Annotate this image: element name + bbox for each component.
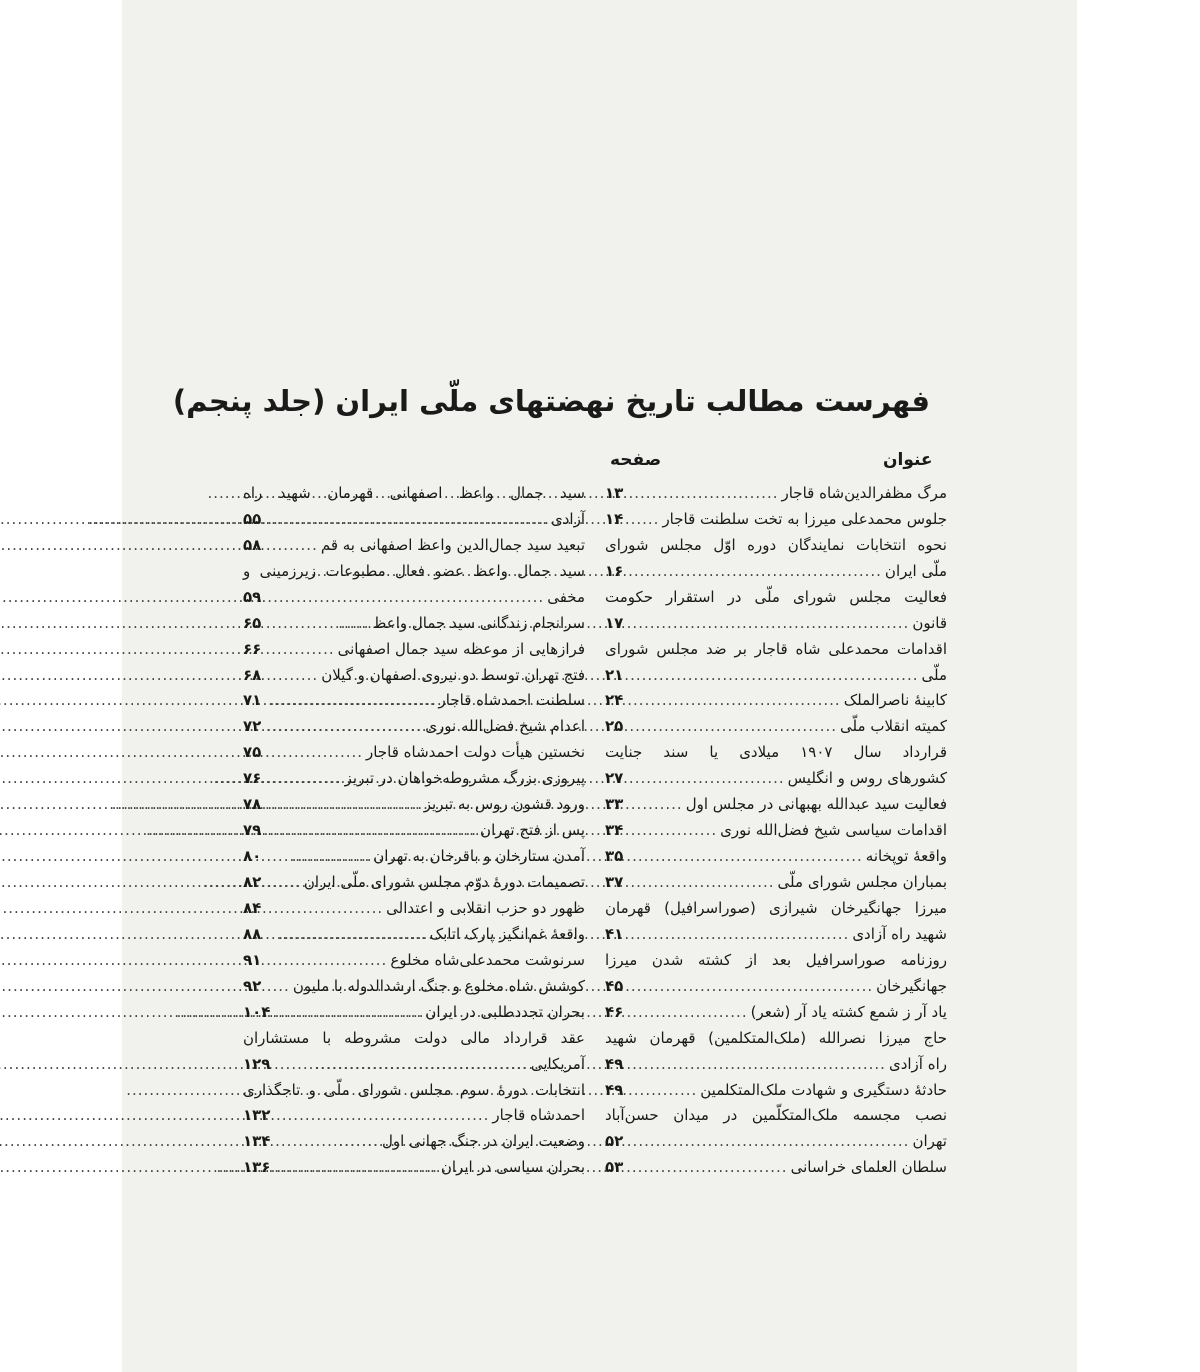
toc-entry [243, 1025, 585, 1051]
toc-entry-title: سلطنت احمدشاه قاجار [438, 691, 585, 710]
dot-leader [631, 1003, 751, 1021]
toc-entry [243, 532, 585, 558]
toc-entry-title: نصب مجسمه ملک‌المتکلّمین در میدان حسن‌آباد [605, 1106, 947, 1125]
toc-entry [605, 765, 947, 791]
toc-entry [605, 895, 947, 921]
toc-entry-title: ملّی ایران [884, 561, 947, 580]
toc-entry-page: ۳۳ [605, 795, 624, 814]
toc-entry [243, 1077, 585, 1103]
dot-leader [270, 1158, 440, 1176]
toc-entry-page: ۷۱ [243, 691, 262, 710]
dot-leader [270, 1003, 425, 1021]
toc-entry-title: ورود قشون روس به تبریز [423, 795, 585, 814]
dot-leader [269, 691, 439, 709]
toc-entry [605, 713, 947, 739]
toc-entry [605, 584, 947, 610]
toc-entry-title: انتخابات دورهٔ سوم مجلس شورای ملّی و تاجگذاری [243, 1080, 585, 1099]
toc-entry-title: آمریکایی [530, 1054, 585, 1073]
toc-entry [243, 1154, 585, 1180]
dot-leader [269, 588, 547, 606]
toc-entry [243, 895, 585, 921]
toc-entry-title: حاج میرزا نصرالله (ملک‌المتکلمین) قهرمان شهید [605, 1028, 947, 1047]
toc-entry-page: ۴۶ [605, 1002, 624, 1021]
dot-leader [631, 717, 840, 735]
dot-leader [269, 795, 424, 813]
dot-leader [631, 821, 720, 839]
toc-entry [243, 506, 585, 532]
toc-entry [243, 558, 585, 584]
dot-leader [631, 510, 662, 528]
toc-entry [605, 662, 947, 688]
toc-entry-page: ۷۶ [243, 769, 262, 788]
toc-entry-title: فعالیت سید عبدالله بهبهانی در مجلس اول [685, 795, 947, 814]
toc-entry-title: ظهور دو حزب انقلابی و اعتدالی [386, 898, 585, 917]
toc-entry [605, 558, 947, 584]
page-title: فهرست مطالب تاریخ نهضتهای ملّی ایران (جلد پنجم) [172, 384, 930, 418]
dot-leader [631, 847, 866, 865]
toc-entry [243, 1103, 585, 1129]
toc-entry-title: یاد آر ز شمع کشته یاد آر (شعر) [750, 1002, 947, 1021]
toc-entry-page: ۲۱ [605, 665, 624, 684]
toc-entry-title: حادثهٔ دستگیری و شهادت ملک‌المتکلمین [700, 1080, 947, 1099]
dot-leader [631, 1158, 791, 1176]
toc-entry-page: ۷۸ [243, 795, 262, 814]
toc-entry-title: کشورهای روس و انگلیس [787, 769, 947, 788]
toc-entry [605, 869, 947, 895]
toc-entry-page: ۱۳ [605, 483, 624, 502]
dot-leader [631, 666, 921, 684]
toc-entry-title: فتح تهران توسط دو نیروی اصفهان و گیلان [321, 665, 585, 684]
toc-entry [243, 1128, 585, 1154]
dot-leader [269, 899, 386, 917]
dot-leader [631, 1132, 912, 1150]
toc-entry-page: ۹۲ [243, 976, 262, 995]
toc-entry-page: ۳۵ [605, 847, 624, 866]
header-page-label: صفحه [610, 450, 662, 470]
toc-entry [243, 610, 585, 636]
toc-entry-page: ۴۱ [605, 924, 624, 943]
toc-entry-page: ۵۵ [243, 509, 262, 528]
toc-entry-title: پس از فتح تهران [480, 821, 585, 840]
toc-entry-title: تهران [912, 1132, 947, 1151]
toc-entry-page: ۲۵ [605, 717, 624, 736]
toc-entry-title: شهید راه آزادی [852, 924, 947, 943]
toc-entry-page: ۷۵ [243, 743, 262, 762]
toc-entry-title: تصمیمات دورهٔ دوّم مجلس شورای ملّی ایران [303, 873, 585, 892]
toc-entry [243, 869, 585, 895]
toc-entry [243, 1051, 585, 1077]
dot-leader [269, 769, 345, 787]
toc-entry [605, 1025, 947, 1051]
toc-entry-title: واقعهٔ توپخانه [865, 847, 947, 866]
toc-entry [605, 999, 947, 1025]
toc-entry-page: ۶۵ [243, 613, 262, 632]
dot-leader [269, 536, 321, 554]
toc-entry [243, 584, 585, 610]
toc-entry-title: ملّی [921, 665, 947, 684]
toc-entry [243, 688, 585, 714]
toc-entry-title: نحوه انتخابات نمایندگان دوره اوّل مجلس شورای [605, 535, 947, 554]
toc-entry-title: کمیته انقلاب ملّی [840, 717, 947, 736]
toc-entry [605, 1077, 947, 1103]
toc-entry-title: آمدن ستارخان و باقرخان به تهران [373, 847, 585, 866]
toc-entry [243, 713, 585, 739]
dot-leader [631, 977, 876, 995]
dot-leader [269, 951, 390, 969]
toc-entry-page: ۵۳ [605, 1158, 624, 1177]
toc-entry-page: ۵۹ [243, 587, 262, 606]
toc-entry [605, 532, 947, 558]
toc-entry-page: ۷۲ [243, 717, 262, 736]
toc-entry [243, 791, 585, 817]
toc-entry [605, 506, 947, 532]
toc-entry-title: میرزا جهانگیرخان شیرازی (صوراسرافیل) قهرمان [605, 898, 947, 917]
toc-entry-title: اقدامات سیاسی شیخ فضل‌الله نوری [720, 821, 947, 840]
dot-leader [269, 614, 373, 632]
dot-leader [269, 925, 430, 943]
toc-entry [243, 973, 585, 999]
dot-leader [270, 1106, 492, 1124]
dot-leader [631, 1081, 700, 1099]
dot-leader [631, 562, 885, 580]
toc-entry-page: ۶۶ [243, 639, 262, 658]
toc-entry-page: ۴۵ [605, 976, 624, 995]
toc-entry [605, 739, 947, 765]
toc-entry [243, 480, 585, 506]
toc-entry-page: ۱۳۶ [243, 1158, 271, 1177]
toc-entry-title: کابینهٔ ناصرالملک [843, 691, 947, 710]
toc-entry [243, 947, 585, 973]
dot-leader [269, 847, 373, 865]
toc-entry [605, 1051, 947, 1077]
dot-leader [631, 873, 778, 891]
toc-entry-page: ۴۹ [605, 1080, 624, 1099]
toc-entry-page: ۱۶ [605, 561, 624, 580]
dot-leader [631, 795, 686, 813]
toc-entry-page: ۱۲۹ [243, 1054, 271, 1073]
toc-entry-title: بحران تجددطلبی در ایران [425, 1002, 585, 1021]
toc-entry-page: ۸۸ [243, 924, 262, 943]
toc-entry [243, 817, 585, 843]
toc-entry-title: راه آزادی [888, 1054, 947, 1073]
toc-entry [243, 921, 585, 947]
dot-leader [269, 510, 551, 528]
toc-entry [243, 739, 585, 765]
toc-entry-title: اعدام شیخ فضل‌الله نوری [425, 717, 585, 736]
toc-entry-page: ۴۹ [605, 1054, 624, 1073]
toc-entry-title: سرنوشت محمدعلی‌شاه مخلوع [390, 950, 585, 969]
toc-entry-page: ۱۷ [605, 613, 624, 632]
toc-entry-title: احمدشاه قاجار [492, 1106, 585, 1125]
toc-entry [605, 973, 947, 999]
toc-entry-title: واقعهٔ غم‌انگیز پارک اتابک [429, 924, 585, 943]
toc-entry-page: ۱۴ [605, 509, 624, 528]
toc-entry-page: ۸۴ [243, 898, 262, 917]
dot-leader [270, 1132, 382, 1150]
toc-entry-title: قانون [912, 613, 947, 632]
toc-entry-page: ۵۸ [243, 535, 262, 554]
dot-leader [631, 925, 852, 943]
dot-leader [631, 691, 844, 709]
toc-entry [243, 662, 585, 688]
toc-entry-title: فرازهایی از موعظه سید جمال اصفهانی [337, 639, 585, 658]
toc-entry [243, 999, 585, 1025]
toc-entry-title: سید جمال واعظ اصفهانی قهرمان شهید راه [243, 483, 585, 502]
toc-entry-page: ۳۷ [605, 873, 624, 892]
toc-entry [605, 817, 947, 843]
header-title-label: عنوان [883, 450, 933, 470]
toc-entry-title: فعالیت مجلس شورای ملّی در استقرار حکومت [605, 587, 947, 606]
dot-leader [270, 1055, 530, 1073]
toc-entry-title: اقدامات محمدعلی شاه قاجار بر ضد مجلس شورای [605, 639, 947, 658]
toc-entry [605, 843, 947, 869]
dot-leader [269, 640, 338, 658]
toc-entry-title: بحران سیاسی در ایران [440, 1158, 585, 1177]
dot-leader [269, 717, 425, 735]
toc-entry-page: ۵۲ [605, 1132, 624, 1151]
toc-entry [605, 1103, 947, 1129]
toc-column-left [243, 480, 585, 1180]
toc-entry [605, 610, 947, 636]
toc-entry-page: ۸۰ [243, 847, 262, 866]
toc-entry-title: نخستین هیأت دولت احمدشاه قاجار [366, 743, 585, 762]
toc-entry-title: قرارداد سال ۱۹۰۷ میلادی یا سند جنایت [605, 743, 947, 762]
toc-entry-page: ۸۲ [243, 873, 262, 892]
toc-entry [605, 480, 947, 506]
toc-entry-page: ۳۴ [605, 821, 624, 840]
toc-entry [605, 947, 947, 973]
dot-leader [269, 821, 480, 839]
toc-entry [605, 688, 947, 714]
toc-entry-page: ۲۴ [605, 691, 624, 710]
toc-entry-title: آزادی [551, 509, 585, 528]
toc-entry-title: وضعیت ایران در جنگ جهانی اول [381, 1132, 585, 1151]
dot-leader [631, 1055, 889, 1073]
toc-entry-page: ۱۳۲ [243, 1106, 271, 1125]
dot-leader [631, 614, 912, 632]
toc-entry-title: سید جمال واعظ عضو فعال مطبوعات زیرزمینی و [243, 561, 585, 580]
toc-entry-title: سلطان العلمای خراسانی [790, 1158, 947, 1177]
dot-leader [269, 873, 304, 891]
dot-leader [269, 743, 366, 761]
toc-entry [605, 921, 947, 947]
toc-entry-page: ۲۷ [605, 769, 624, 788]
toc-entry-title: عقد قرارداد مالی دولت مشروطه با مستشاران [243, 1028, 585, 1047]
toc-entry-title: روزنامه صوراسرافیل بعد از کشته شدن میرزا [605, 950, 947, 969]
toc-entry-title: پیروزی بزرگ مشروطه‌خواهان در تبریز [344, 769, 585, 788]
toc-entry-page: ۶۸ [243, 665, 262, 684]
toc-entry-title: جلوس محمدعلی میرزا به تخت سلطنت قاجار [662, 509, 947, 528]
toc-entry-page: ۷۹ [243, 821, 262, 840]
toc-entry-title: تبعید سید جمال‌الدین واعظ اصفهانی به قم [320, 535, 585, 554]
toc-entry [243, 843, 585, 869]
toc-entry [605, 1154, 947, 1180]
dot-leader [269, 666, 321, 684]
dot-leader [631, 769, 788, 787]
dot-leader [631, 484, 781, 502]
toc-entry [605, 791, 947, 817]
dot-leader [269, 977, 293, 995]
toc-entry [243, 765, 585, 791]
toc-entry-page: ۱۰۴ [243, 1002, 271, 1021]
toc-entry [243, 636, 585, 662]
toc-entry-page: ۱۳۴ [243, 1132, 271, 1151]
toc-entry-title: مخفی [547, 587, 585, 606]
toc-column-right [605, 480, 947, 1180]
toc-entry-title: سرانجام زندگانی سید جمال واعظ [372, 613, 585, 632]
toc-entry-page: ۹۱ [243, 950, 262, 969]
toc-entry [605, 636, 947, 662]
toc-entry-title: جهانگیرخان [876, 976, 947, 995]
toc-entry-title: کوشش شاه مخلوع و جنگ ارشدالدوله با ملیون [292, 976, 585, 995]
toc-entry-title: مرگ مظفرالدین‌شاه قاجار [781, 483, 947, 502]
toc-entry [605, 1128, 947, 1154]
toc-entry-title: بمباران مجلس شورای ملّی [777, 873, 947, 892]
